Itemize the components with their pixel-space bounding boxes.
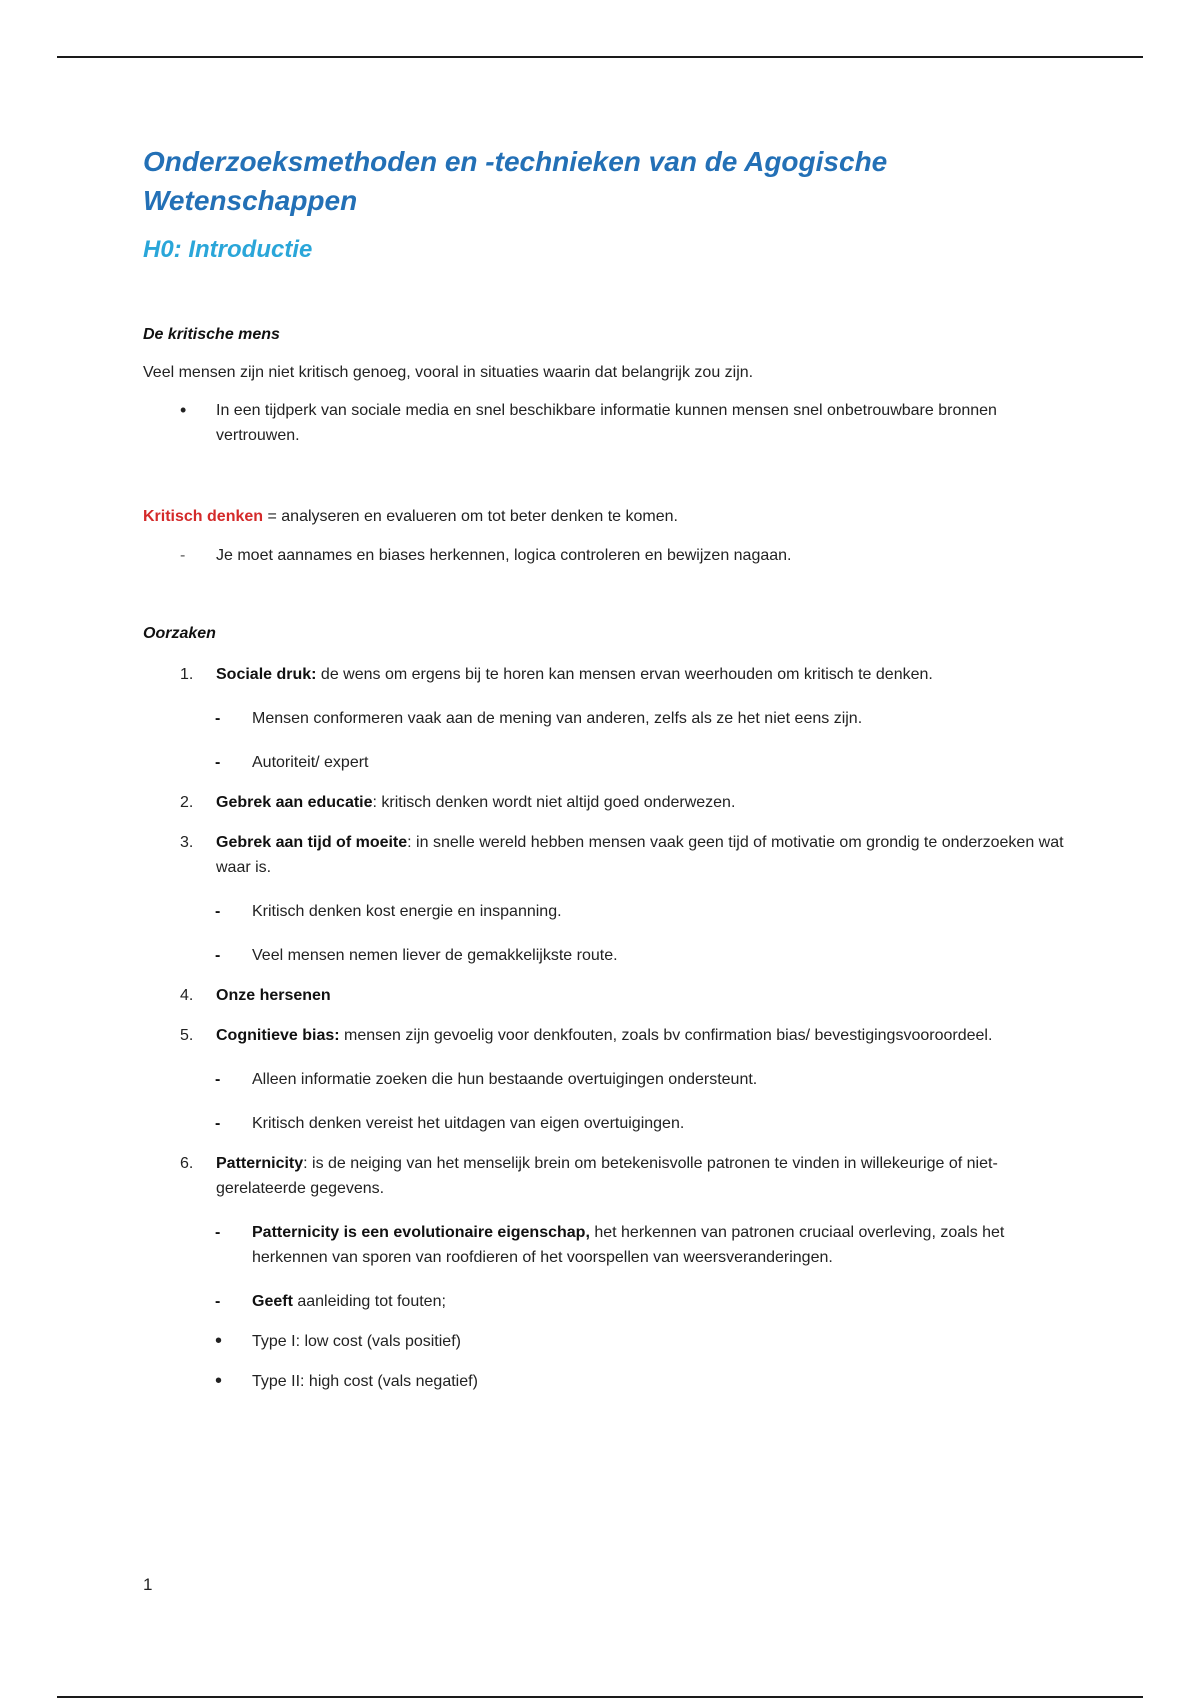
list-item [143,662,1083,687]
header-rule [57,56,1143,58]
document-title: Onderzoeksmethoden en -technieken van de Agogische Wetenschappen [143,146,888,216]
list-item [143,1369,1083,1394]
sub-item-text: Autoriteit/ expert [252,754,369,771]
dash-marker: - [215,947,221,964]
list-item [143,1329,1083,1354]
list-item [143,1220,1083,1270]
bullet-marker: • [215,1330,223,1352]
definition-text: = analyseren en evalueren om tot beter denken te komen. [263,508,678,525]
footer-rule [57,1696,1143,1698]
list-item [143,983,1083,1008]
dash-marker: - [215,1115,221,1132]
intro-paragraph: Veel mensen zijn niet kritisch genoeg, vooral in situaties waarin dat belangrijk zou zijn. [143,364,754,381]
section-heading-oorzaken: Oorzaken [143,625,216,642]
sub-item-term: Patternicity is een evolutionaire eigenschap, [252,1224,590,1241]
item-text: de wens om ergens bij te horen kan mensen ervan weerhouden om kritisch te denken. [316,666,933,683]
dash-marker: - [215,1071,221,1088]
list-item [143,1111,1083,1136]
sub-item-term: Geeft [252,1293,293,1310]
page-content [143,142,1083,1394]
section-heading-kritische-mens: De kritische mens [143,326,280,343]
item-term: Gebrek aan educatie [216,794,373,811]
item-text: mensen zijn gevoelig voor denkfouten, zoals bv confirmation bias/ bevestigingsvooroordeel. [339,1027,993,1044]
dash-marker: - [215,903,221,920]
list-item [143,1289,1083,1314]
list-item [143,830,1083,880]
list-item [143,899,1083,924]
list-item [143,790,1083,815]
sub-item-text: Type I: low cost (vals positief) [252,1333,461,1350]
item-number: 1. [180,666,194,683]
item-number: 3. [180,834,194,851]
chapter-heading: H0: Introductie [143,236,313,263]
sub-item-text: Kritisch denken vereist het uitdagen van eigen overtuigingen. [252,1115,685,1132]
bullet-marker: • [215,1370,223,1392]
sub-item-text: Alleen informatie zoeken die hun bestaande overtuigingen ondersteunt. [252,1071,758,1088]
item-term: Cognitieve bias: [216,1027,340,1044]
item-number: 5. [180,1027,194,1044]
list-item [143,1067,1083,1092]
dash-marker: - [215,1293,221,1310]
dash-marker: - [180,547,186,564]
item-term: Patternicity [216,1155,304,1172]
list-item [143,750,1083,775]
item-number: 2. [180,794,194,811]
sub-item-text: Veel mensen nemen liever de gemakkelijkste route. [252,947,618,964]
list-item [143,543,1083,568]
dash-marker: - [215,1224,221,1241]
item-number: 4. [180,987,194,1004]
item-term: Gebrek aan tijd of moeite [216,834,408,851]
list-item [143,398,1083,448]
bullet-text: In een tijdperk van sociale media en snel beschikbare informatie kunnen mensen snel onbetrouwbare bronnen vertrouwen. [216,402,997,444]
list-item [143,1023,1083,1048]
item-text: : in snelle wereld hebben mensen vaak geen tijd of motivatie om grondig te onderzoeken wat waar is. [216,834,1064,876]
page-number: 1 [143,1575,153,1594]
item-text: : is de neiging van het menselijk brein om betekenisvolle patronen te vinden in willekeurige of niet-gerelateerde gegevens. [216,1155,998,1197]
definition-subitem: Je moet aannames en biases herkennen, logica controleren en bewijzen nagaan. [216,547,792,564]
sub-item-text: Type II: high cost (vals negatief) [252,1373,478,1390]
sub-item-text: aanleiding tot fouten; [292,1293,446,1310]
sub-item-text: Kritisch denken kost energie en inspanning. [252,903,562,920]
list-item [143,943,1083,968]
dash-marker: - [215,710,221,727]
definition-paragraph [143,506,1083,528]
item-term: Sociale druk: [216,666,317,683]
dash-marker: - [215,754,221,771]
sub-item-text: Mensen conformeren vaak aan de mening van anderen, zelfs als ze het niet eens zijn. [252,710,863,727]
bullet-marker: • [180,400,187,420]
item-text: : kritisch denken wordt niet altijd goed onderwezen. [372,794,736,811]
item-number: 6. [180,1155,194,1172]
list-item [143,1151,1083,1201]
item-term: Onze hersenen [216,987,331,1004]
definition-term: Kritisch denken [143,508,264,525]
list-item [143,706,1083,731]
sub-item-text: het herkennen van patronen cruciaal overleving, zoals het herkennen van sporen van roofdieren of het voorspellen van weersveranderingen. [252,1224,1005,1266]
